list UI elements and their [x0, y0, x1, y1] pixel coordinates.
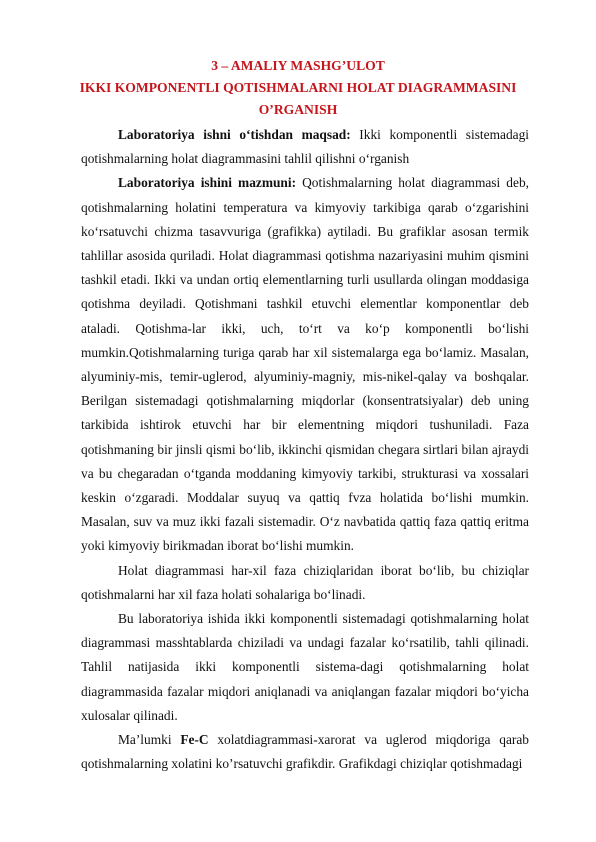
content-label: Laboratoriya ishini mazmuni: [118, 175, 297, 191]
fe-c-text: xolatdiagrammasi-xarorat va uglerod miqdoriga qarab qotishmalarning xolatini ko’rsatuvchi grafikdir. Grafikdagi chiziqlar qotishmadagi [81, 732, 529, 772]
fe-c-paragraph [81, 728, 529, 776]
fe-c-term: Fe-C [180, 732, 209, 748]
topic-title: IKKI KOMPONENTLI QOTISHMALARNI HOLAT DIAGRAMMASINI [79, 80, 517, 95]
content-paragraph [81, 171, 529, 558]
fe-c-intro: Ma’lumki [118, 732, 181, 748]
lab-method-paragraph: Bu laboratoriya ishida ikki komponentli sistemadagi qotishmalarning holat diagrammasi masshtablarda chiziladi va undagi fazalar ko‘rsatilib, tahli qilinadi. Tahlil natijasida ikki komponentli sistema-dagi qotishmalarning holat diagrammasida fazalar miqdori aniqlanadi va aniqlangan fazalar miqdori bo‘yicha xulosalar qilinadi. [81, 611, 529, 723]
exercise-title: 3 – AMALIY MASHG’ULOT [211, 58, 385, 73]
body-text [81, 123, 529, 776]
topic-title-continued: O’RGANISH [258, 102, 338, 117]
purpose-text: Ikki komponentli sistemadagi qotishmalarning holat diagrammasini tahlil qilishni o‘rganish [81, 127, 529, 167]
purpose-paragraph [81, 123, 529, 171]
phase-lines-paragraph: Holat diagrammasi har-xil faza chiziqlaridan iborat bo‘lib, bu chiziqlar qotishmalarni har xil faza holati sohalariga bo‘linadi. [81, 562, 529, 602]
purpose-label: Laboratoriya ishni o‘tishdan maqsad: [118, 127, 351, 142]
content-text: Qotishmalarning holat diagrammasi deb, qotishmalarning holatini temperatura va kimyoviy tarkibiga qarab o‘zgarishini ko‘rsatuvchi chizma tasavvuriga (grafikka) aytiladi. Bu grafiklar asosan termik tahlillar asosida quriladi. Holat diagrammasi qotishma nazariyasini muhim qismini tashkil etadi. Ikki va undan ortiq elementlarning turli usullarda olingan moddasiga qotishma deyiladi. Qotishmani tashkil etuvchi elementlar komponentlar deb ataladi. Qotishma-lar ikki, uch, to‘rt va ko‘p komponentli bo‘lishi mumkin.Qotishmalarning turiga qarab har xil sistemalarga ega bo‘lamiz. Masalan, alyuminiy-mis, temir-uglerod, alyuminiy-magniy, mis-nikel-qalay va boshqalar. Berilgan sistemadagi qotishmalarning miqdorlar (konsentratsiyalar) deb uning tarkibida ishtirok etuvchi har bir elementning miqdori tushuniladi. Faza qotishmaning bir jinsli qismi bo‘lib, ikkinchi qismidan chegara sirtlari bilan ajraydi va bu chegaradan o‘tganda moddaning kimyoviy tarkibi, strukturasi va xossalari keskin o‘zgaradi. Moddalar suyuq va qattiq fvza holatida bo‘lishi mumkin. Masalan, suv va muz ikki fazali sistemadir. O‘z navbatida qattiq faza qattiq eritma yoki kimyoviy birikmadan iborat bo‘lishi mumkin. [81, 175, 529, 554]
